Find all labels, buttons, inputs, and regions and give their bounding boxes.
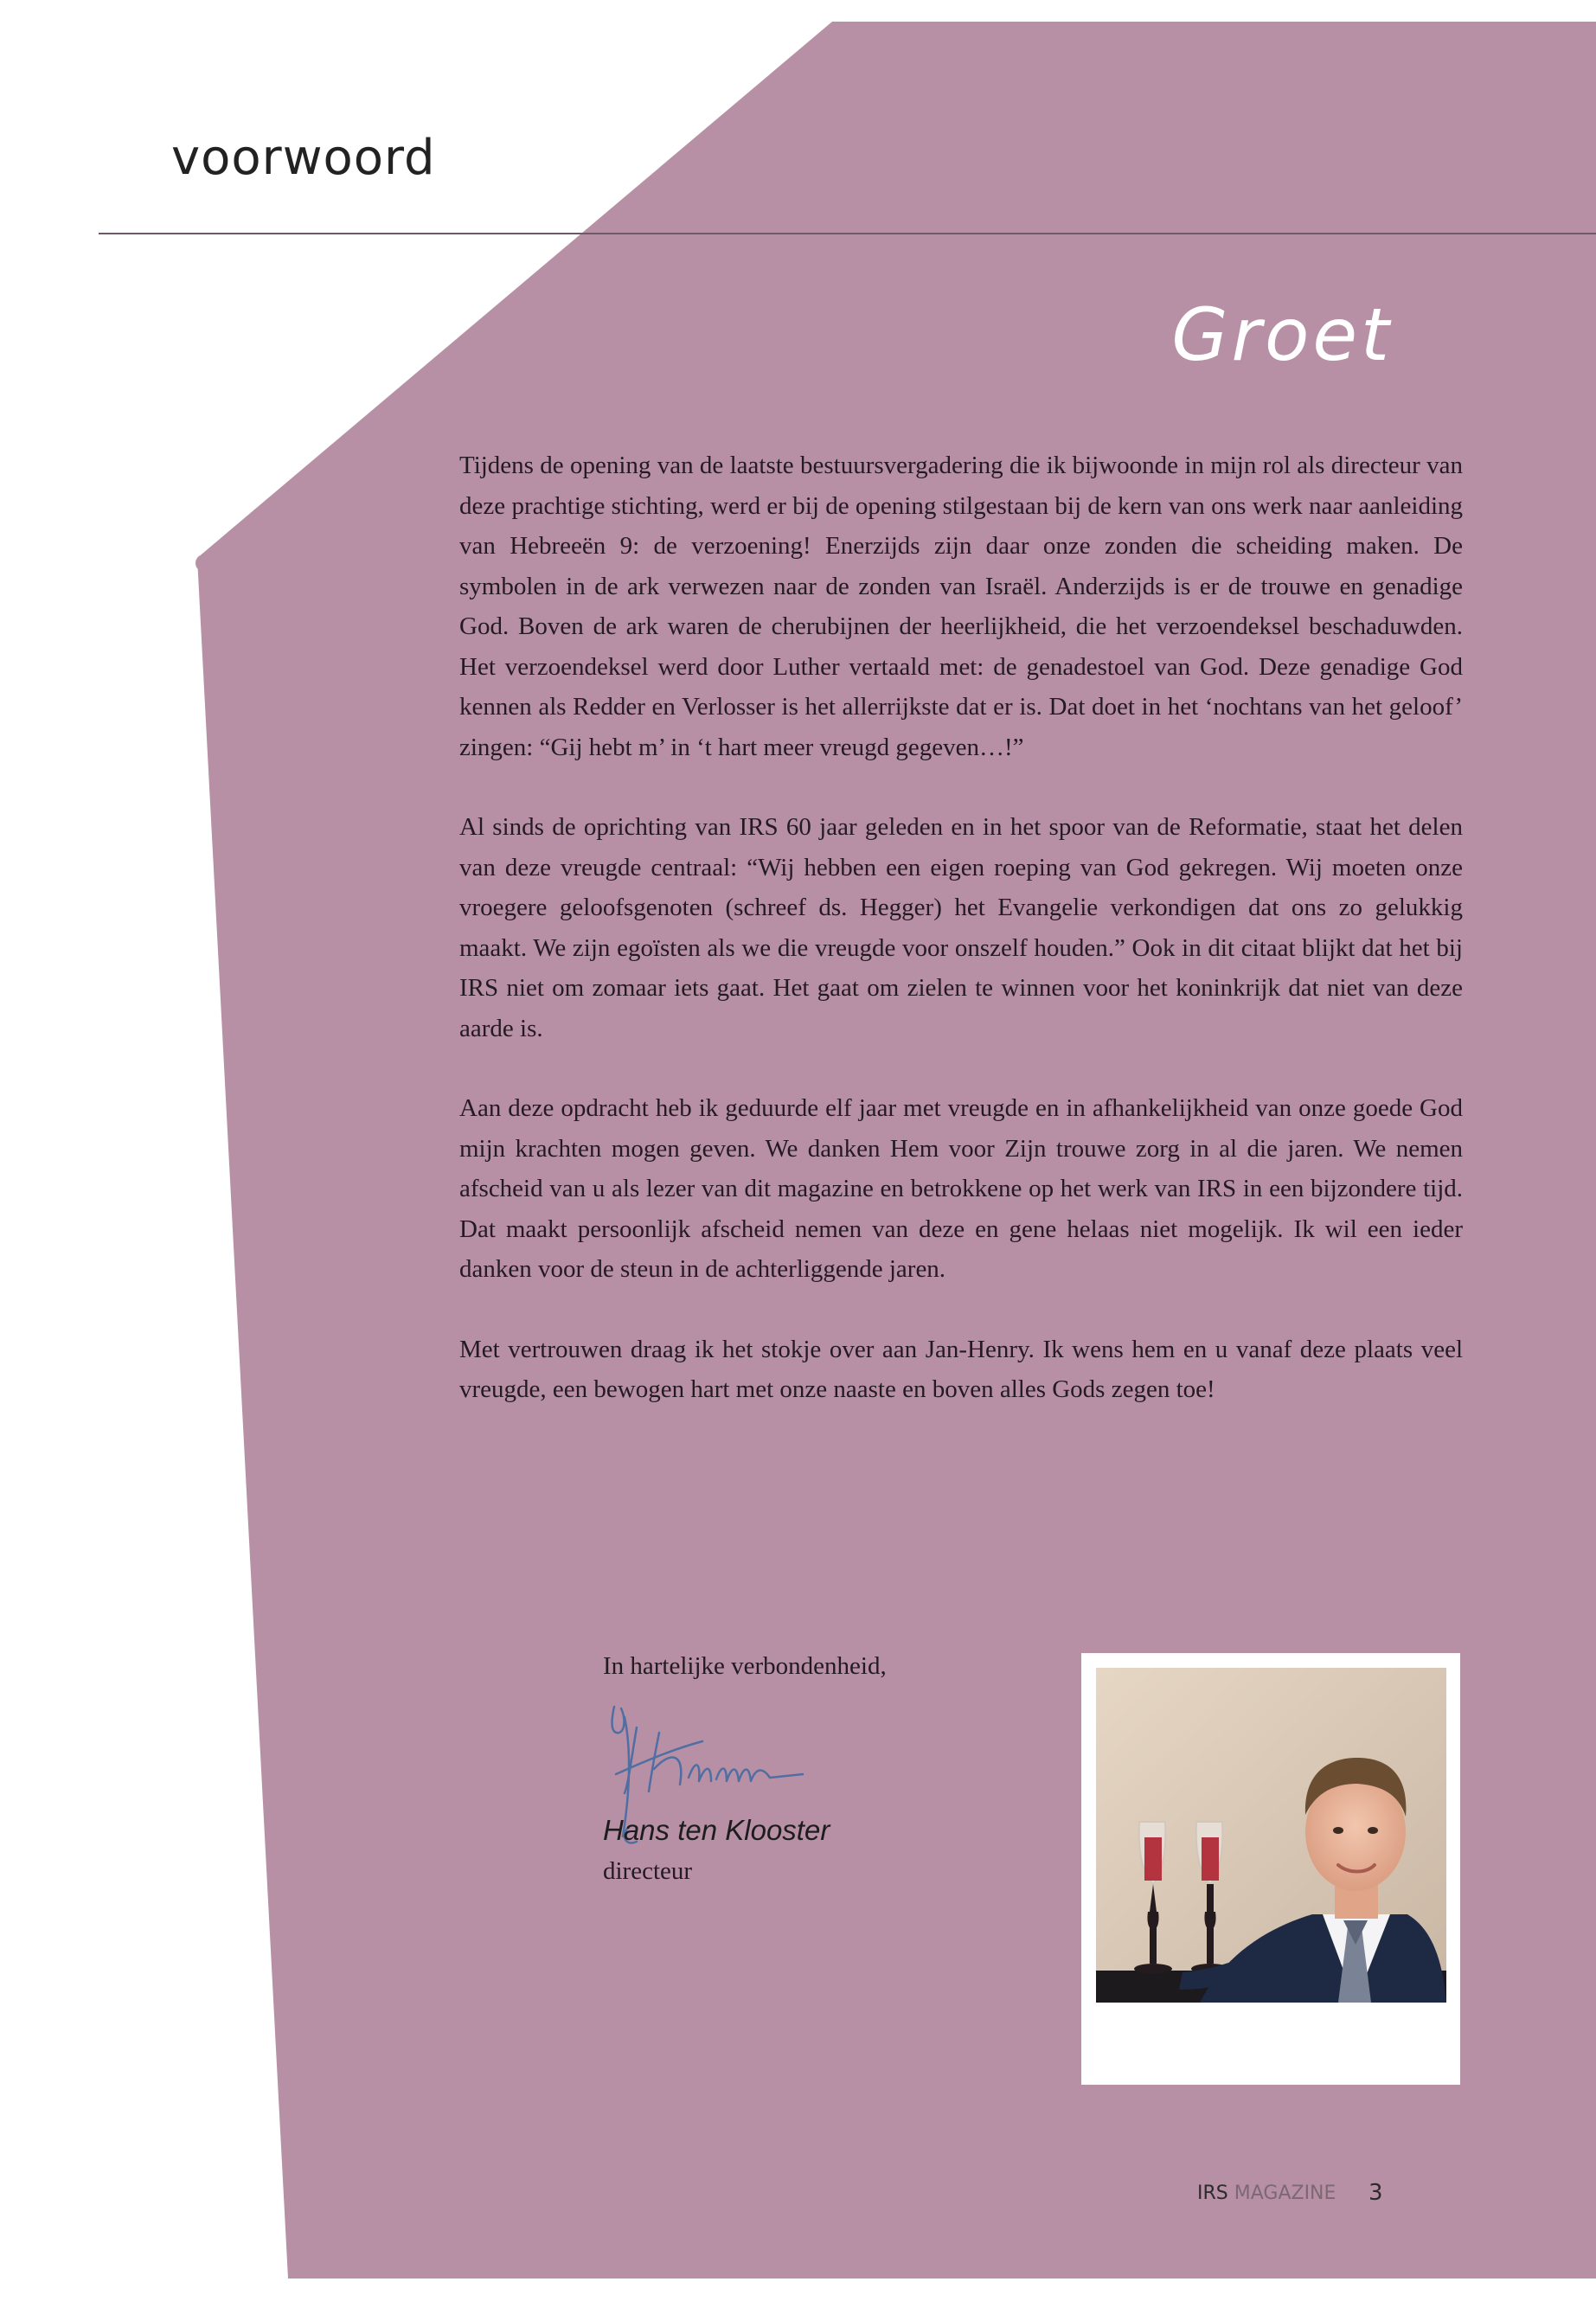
article-title: Groet	[1171, 292, 1393, 377]
header-divider	[99, 233, 1596, 234]
paragraph: Met vertrouwen draag ik het stokje over aan Jan-Henry. Ik wens hem en u vanaf deze plaats veel vreugde, een bewogen hart met onze naaste en boven alles Gods zegen toe!	[459, 1335, 1463, 1403]
paragraph: Al sinds de oprichting van IRS 60 jaar geleden en in het spoor van de Reformatie, staat het delen van deze vreugde centraal: “Wij hebben een eigen roeping van God gekregen. Wij moeten onze vroegere geloofsgenoten (schreef ds. Hegger) het Evangelie verkondigen dat ons zo gelukkig maakt. We zijn egoïsten als we die vreugde voor onszelf houden.” Ook in dit citaat blijkt dat het bij IRS niet om zomaar iets gaat. Het gaat om zielen te winnen voor het koninkrijk dat niet van deze aarde is.	[459, 813, 1463, 1042]
magazine-name	[1197, 2182, 1336, 2204]
paragraph: Aan deze opdracht heb ik geduurde elf jaar met vreugde en in afhankelijkheid van onze goede God mijn krachten mogen geven. We danken Hem voor Zijn trouwe zorg in al die jaren. We nemen afscheid van u als lezer van dit magazine en betrokkene op het werk van IRS in een bijzondere tijd. Dat maakt persoonlijk afscheid nemen van deze en gene helaas niet mogelijk. Ik wil een ieder danken voor de steun in de achterliggende jaren.	[459, 1094, 1463, 1283]
magazine-name-bold: IRS	[1197, 2182, 1228, 2204]
page-number: 3	[1368, 2180, 1383, 2206]
signer-name: Hans ten Klooster	[603, 1814, 830, 1846]
closing-line: In hartelijke verbondenheid,	[603, 1652, 887, 1680]
article-body	[459, 445, 1463, 1450]
portrait-frame	[1081, 1653, 1460, 2085]
signer-role: directeur	[603, 1857, 693, 1885]
section-label: voorwoord	[171, 130, 436, 186]
magazine-name-light: MAGAZINE	[1234, 2182, 1336, 2204]
portrait-photo	[1096, 1668, 1446, 2003]
paragraph: Tijdens de opening van de laatste bestuursvergadering die ik bijwoonde in mijn rol als directeur van deze prachtige stichting, werd er bij de opening stilgestaan bij de kern van ons werk naar aanleiding van Hebreeën 9: de verzoening! Enerzijds zijn daar onze zonden die scheiding maken. De symbolen in de ark verwezen naar de zonden van Israël. Anderzijds is er de trouwe en genadige God. Boven de ark waren de cherubijnen der heerlijkheid, die het verzoendeksel beschaduwden. Het verzoendeksel werd door Luther vertaald met: de genadestoel van God. Deze genadige God kennen als Redder en Verlosser is het allerrijkste dat er is. Dat doet in het ‘nochtans van het geloof’ zingen: “Gij hebt m’ in ‘t hart meer vreugd gegeven…!”	[459, 452, 1463, 761]
